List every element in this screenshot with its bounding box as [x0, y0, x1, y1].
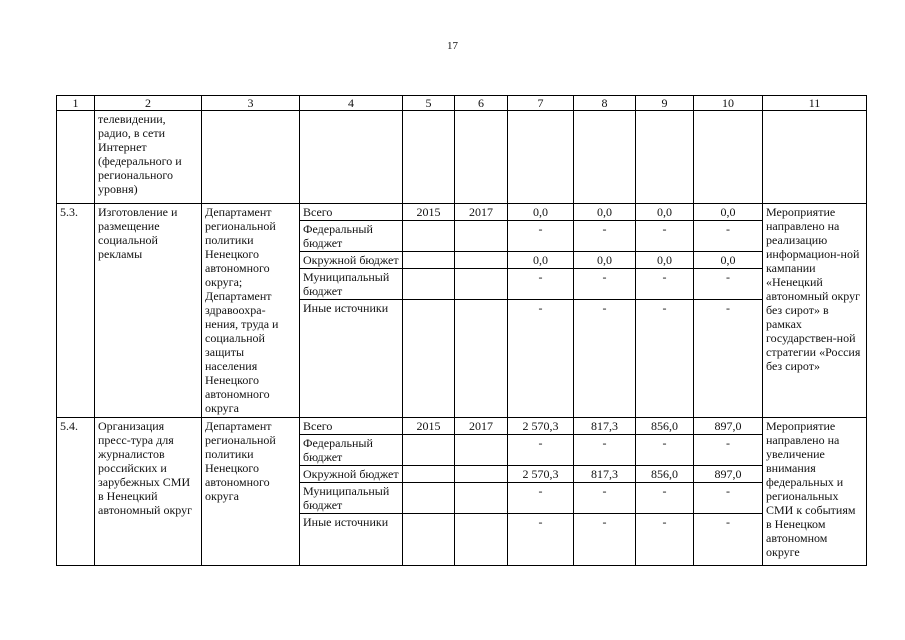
executor: Департамент региональной политики Ненецкого автономного округа; Департамент здравоохра-нения, труда и социальной защиты населения Ненецкого автономного округа	[202, 204, 300, 418]
year-end: 2017	[455, 204, 508, 221]
value-total: 0,0	[508, 204, 574, 221]
empty-cell	[508, 111, 574, 204]
page-number: 17	[447, 40, 458, 52]
value-2017: -	[694, 514, 763, 566]
value-2016: -	[636, 435, 694, 466]
value-2015: 0,0	[574, 204, 636, 221]
column-number: 11	[763, 96, 867, 111]
empty-cell	[455, 111, 508, 204]
value-2016: 0,0	[636, 252, 694, 269]
value-2017: -	[694, 300, 763, 418]
table-row	[57, 204, 867, 221]
activity-name: Изготовление и размещение социальной рекламы	[95, 204, 202, 418]
empty-cell	[455, 435, 508, 466]
item-number: 5.3.	[57, 204, 95, 418]
value-2015: -	[574, 483, 636, 514]
value-2015: -	[574, 221, 636, 252]
value-2017: 0,0	[694, 252, 763, 269]
empty-cell	[694, 111, 763, 204]
empty-cell	[455, 221, 508, 252]
note: Мероприятие направлено на реализацию информацион-ной кампании «Ненецкий автономный округ без сирот» в рамках государствен-ной стратегии «Россия без сирот»	[763, 204, 867, 418]
value-total: 2 570,3	[508, 466, 574, 483]
executor: Департамент региональной политики Ненецкого автономного округа	[202, 418, 300, 566]
column-number: 9	[636, 96, 694, 111]
empty-cell	[455, 252, 508, 269]
funding-source: Иные источники	[300, 300, 403, 418]
value-2017: -	[694, 435, 763, 466]
empty-cell	[403, 221, 455, 252]
empty-cell	[455, 514, 508, 566]
column-number: 1	[57, 96, 95, 111]
empty-cell	[455, 269, 508, 300]
empty-cell	[455, 466, 508, 483]
funding-source: Иные источники	[300, 514, 403, 566]
empty-cell	[763, 111, 867, 204]
value-2017: -	[694, 483, 763, 514]
empty-cell	[403, 483, 455, 514]
value-2015: -	[574, 269, 636, 300]
value-2017: -	[694, 269, 763, 300]
value-2015: 817,3	[574, 418, 636, 435]
value-total: 2 570,3	[508, 418, 574, 435]
year-end: 2017	[455, 418, 508, 435]
column-number: 10	[694, 96, 763, 111]
value-2015: 817,3	[574, 466, 636, 483]
activity-name: Организация пресс-тура для журналистов российских и зарубежных СМИ в Ненецкий автономный округ	[95, 418, 202, 566]
empty-cell	[403, 435, 455, 466]
value-total: -	[508, 435, 574, 466]
column-number: 8	[574, 96, 636, 111]
empty-cell	[574, 111, 636, 204]
empty-cell	[300, 111, 403, 204]
value-2017: 897,0	[694, 466, 763, 483]
value-2016: -	[636, 269, 694, 300]
item-number: 5.4.	[57, 418, 95, 566]
continuation-row	[57, 111, 867, 204]
value-2016: 0,0	[636, 204, 694, 221]
empty-cell	[403, 269, 455, 300]
program-table	[56, 95, 867, 566]
funding-source: Федеральный бюджет	[300, 221, 403, 252]
value-total: -	[508, 483, 574, 514]
year-start: 2015	[403, 418, 455, 435]
empty-cell	[455, 483, 508, 514]
value-2016: 856,0	[636, 466, 694, 483]
value-total: 0,0	[508, 252, 574, 269]
column-number: 2	[95, 96, 202, 111]
column-number: 6	[455, 96, 508, 111]
value-total: -	[508, 514, 574, 566]
empty-cell	[403, 111, 455, 204]
value-2016: -	[636, 483, 694, 514]
value-2015: -	[574, 435, 636, 466]
value-2016: -	[636, 300, 694, 418]
empty-cell	[57, 111, 95, 204]
empty-cell	[403, 466, 455, 483]
funding-source: Окружной бюджет	[300, 252, 403, 269]
note: Мероприятие направлено на увеличение внимания федеральных и региональных СМИ к событиям в Ненецком автономном округе	[763, 418, 867, 566]
funding-source: Федеральный бюджет	[300, 435, 403, 466]
value-2017: -	[694, 221, 763, 252]
empty-cell	[202, 111, 300, 204]
value-2015: 0,0	[574, 252, 636, 269]
funding-source: Окружной бюджет	[300, 466, 403, 483]
year-start: 2015	[403, 204, 455, 221]
column-number-row	[57, 96, 867, 111]
value-2016: 856,0	[636, 418, 694, 435]
empty-cell	[403, 300, 455, 418]
empty-cell	[403, 514, 455, 566]
value-total: -	[508, 300, 574, 418]
activity-name-continued: телевидении, радио, в сети Интернет (федерального и регионального уровня)	[95, 111, 202, 204]
empty-cell	[403, 252, 455, 269]
funding-source: Муниципальный бюджет	[300, 483, 403, 514]
value-2017: 0,0	[694, 204, 763, 221]
funding-source: Всего	[300, 204, 403, 221]
value-2016: -	[636, 221, 694, 252]
table-row	[57, 418, 867, 435]
column-number: 4	[300, 96, 403, 111]
column-number: 7	[508, 96, 574, 111]
funding-source: Всего	[300, 418, 403, 435]
value-2015: -	[574, 300, 636, 418]
value-2017: 897,0	[694, 418, 763, 435]
value-2015: -	[574, 514, 636, 566]
value-total: -	[508, 269, 574, 300]
column-number: 5	[403, 96, 455, 111]
column-number: 3	[202, 96, 300, 111]
value-2016: -	[636, 514, 694, 566]
value-total: -	[508, 221, 574, 252]
funding-source: Муниципальный бюджет	[300, 269, 403, 300]
empty-cell	[455, 300, 508, 418]
empty-cell	[636, 111, 694, 204]
